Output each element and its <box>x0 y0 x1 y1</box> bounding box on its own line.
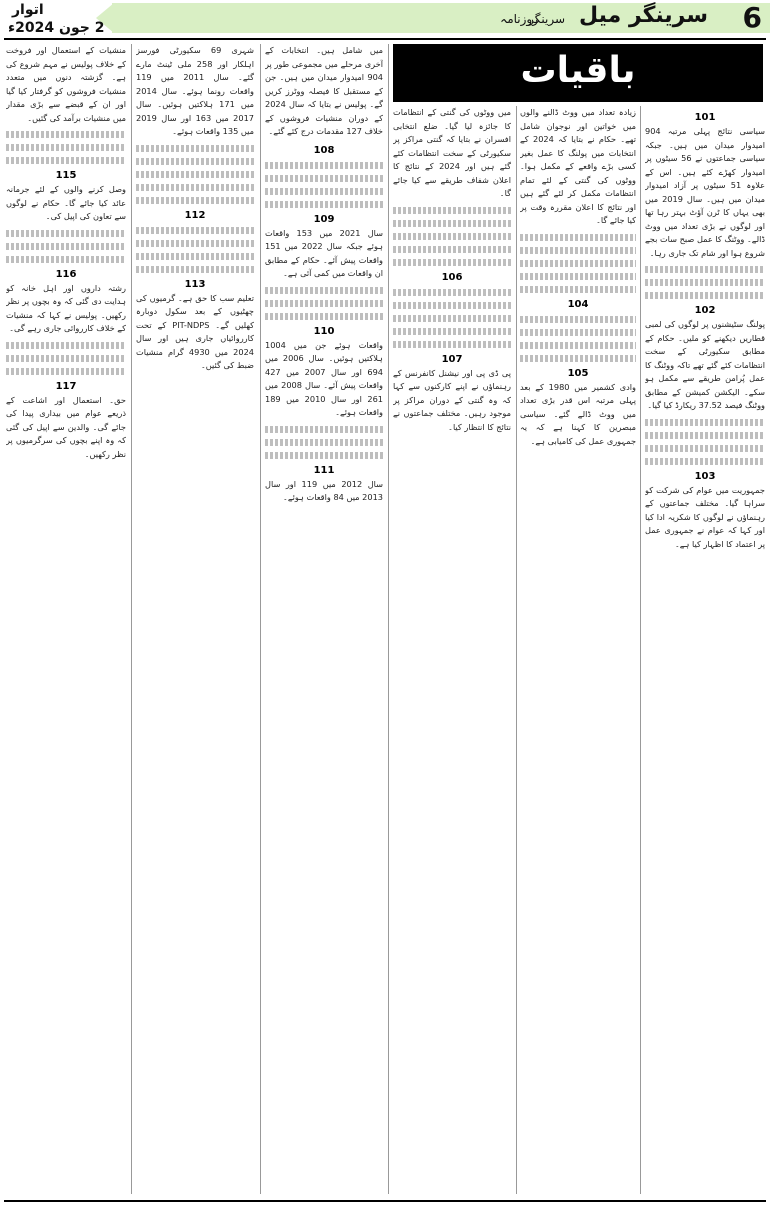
page-number: 6 <box>742 1 762 34</box>
article-text: جمہوریت میں عوام کی شرکت کو سراہا گیا۔ مختلف جماعتوں کے رہنماؤں نے لوگوں کا شکریہ ادا کیا اور کہا کہ عوام نے جمہوری عمل پر اعتماد کا اظہار کیا ہے۔ <box>645 484 765 549</box>
article-text: وادی کشمیر میں 1980 کے بعد پہلی مرتبہ اس قدر بڑی تعداد میں ووٹ ڈالے گئے۔ سیاسی مبصرین کا کہنا ہے کہ یہ جمہوری عمل کی کامیابی ہے۔ <box>520 381 636 446</box>
item-number: 108 <box>313 144 335 156</box>
article-text: سال 2012 میں 119 اور سال 2013 میں 84 واقعات ہوئے۔ <box>265 478 383 502</box>
article-text: رشتہ داروں اور اہل خانہ کو ہدایت دی گئی کہ وہ بچوں پر نظر رکھیں۔ پولیس نے کہا کہ منشیات کے خلاف کارروائی جاری رہے گی۔ <box>6 282 126 333</box>
article-text: سیاسی نتائج پہلی مرتبہ 904 امیدوار میدان میں ہیں۔ جبکہ سیاسی جماعتوں نے 56 سیٹوں پر امیدوار کھڑے کئے ہیں۔ اس کے علاوہ 51 سیٹوں پر آزاد امیدوار میدان میں ہیں۔ سال 2019 میں بھی یہاں کا ٹرن آؤٹ بہتر رہا تھا اور لوگوں نے بڑی تعداد میں ووٹ ڈالے۔ ووٹنگ کا عمل صبح سات بجے شروع ہوا اور شام تک جاری رہا۔ <box>645 126 765 258</box>
item-number: 113 <box>184 278 206 290</box>
item-number: 116 <box>55 268 77 280</box>
header-rule <box>4 38 766 40</box>
article-text: شہری 69 سکیورٹی فورسز اہلکار اور 258 ملی ٹینٹ مارے گئے۔ سال 2011 میں 119 واقعات رونما ہوئے۔ سال 2014 میں 171 ہلاکتیں ہوئیں۔ سال 2017 میں 163 اور سال 2019 میں 135 واقعات ہوئے۔ <box>136 45 254 136</box>
column-4 <box>265 44 383 1194</box>
article-text: تعلیم سب کا حق ہے۔ گرمیوں کی چھٹیوں کے بعد سکول دوبارہ کھلیں گے۔ PIT-NDPS کے تحت کارروائیاں جاری ہیں اور سال 2024 میں 4930 گرام منشیات ضبط کی گئیں۔ <box>136 292 254 370</box>
article-text: میں شامل ہیں۔ انتخابات کے آخری مرحلے میں مجموعی طور پر 904 امیدوار میدان میں ہیں۔ جن کے مستقبل کا فیصلہ ووٹرز کریں گے۔ پولیس نے بتایا کہ سال 2024 کے دوران منشیات فروشوں کے خلاف 127 مقدمات درج کئے گئے۔ <box>265 45 383 136</box>
section-title: باقیات <box>520 50 636 91</box>
item-number: 117 <box>55 380 77 392</box>
newspaper-city: سرینگر <box>528 12 565 26</box>
item-number: 112 <box>184 209 206 221</box>
footer-rule <box>4 1200 766 1202</box>
item-number: 109 <box>313 213 335 225</box>
column-1 <box>645 106 765 1194</box>
item-number: 107 <box>441 353 463 365</box>
article-text: سال 2021 میں 153 واقعات ہوئے جبکہ سال 2022 میں 151 واقعات پیش آئے۔ حکام کے مطابق ان واقعات میں کمی آئی ہے۔ <box>265 227 383 278</box>
page-header <box>0 0 770 38</box>
article-text: پولنگ سٹیشنوں پر لوگوں کی لمبی قطاریں دیکھنے کو ملیں۔ حکام کے مطابق سکیورٹی کے سخت انتظامات کئے گئے تھے تاکہ ووٹنگ کا عمل پُرامن طریقے سے مکمل ہو سکے۔ الیکشن کمیشن کے مطابق ووٹنگ فیصد 37.52 ریکارڈ کیا گیا۔ <box>645 319 765 410</box>
item-number: 111 <box>313 464 335 476</box>
column-5 <box>136 44 254 1194</box>
article-text: وصل کرنے والوں کے لئے جرمانہ عائد کیا جائے گا۔ حکام نے لوگوں سے تعاون کی اپیل کی۔ <box>6 184 126 221</box>
issue-day: اتوار <box>12 2 44 18</box>
item-number: 105 <box>567 367 589 379</box>
item-number: 110 <box>313 325 335 337</box>
section-banner <box>393 44 763 102</box>
item-number: 102 <box>694 305 716 316</box>
article-text: حق۔ استعمال اور اشاعت کے ذریعے عوام میں بیداری پیدا کی جائے گی۔ والدین سے اپیل کی گئی کہ وہ اپنے بچوں کی سرگرمیوں پر نظر رکھیں۔ <box>6 394 126 459</box>
newspaper-label: روزنامہ <box>500 12 538 26</box>
item-number: 115 <box>55 170 77 181</box>
item-number: 106 <box>441 271 463 283</box>
column-6 <box>6 44 126 1194</box>
column-3 <box>393 106 511 1194</box>
article-text: منشیات کے استعمال اور فروخت کے خلاف پولیس نے مہم شروع کی ہے۔ گزشتہ دنوں میں متعدد منشیات فروشوں کو گرفتار کیا گیا اور ان کے قبضے سے بڑی مقدار میں منشیات برآمد کی گئیں۔ <box>6 45 126 123</box>
article-text: پی ڈی پی اور نیشنل کانفرنس کے رہنماؤں نے اپنے کارکنوں سے کہا کہ وہ گنتی کے دوران مراکز پر موجود رہیں۔ مختلف جماعتوں نے نتائج کا انتظار کیا۔ <box>393 367 511 432</box>
column-2 <box>520 106 636 1194</box>
article-text: واقعات ہوئے جن میں 1004 ہلاکتیں ہوئیں۔ سال 2006 میں 694 اور سال 2007 میں 427 واقعات پیش آئے۔ سال 2008 میں 261 اور سال 2010 میں 189 واقعات ہوئے۔ <box>265 339 383 417</box>
article-text: میں ووٹوں کی گنتی کے انتظامات کا جائزہ لیا گیا۔ ضلع انتخابی افسران نے بتایا کہ گنتی مراکز پر سکیورٹی کے سخت انتظامات کئے گئے ہیں اور 2024 کے نتائج کا اعلان شفاف طریقے سے کیا جائے گا۔ <box>393 107 511 198</box>
newspaper-name: سرینگر میل <box>579 3 708 28</box>
item-number: 103 <box>694 470 716 482</box>
item-number: 104 <box>567 298 589 310</box>
issue-date: 2 جون 2024ء <box>8 20 105 36</box>
article-text: زیادہ تعداد میں ووٹ ڈالنے والوں میں خواتین اور نوجوان شامل تھے۔ حکام نے بتایا کہ 2024 کے انتخابات میں پولنگ کا عمل بغیر کسی بڑے واقعے کے مکمل ہوا۔ ووٹوں کی گنتی کے لئے تمام انتظامات مکمل کر لئے گئے ہیں اور نتائج کا اعلان مقررہ وقت پر کیا جائے گا۔ <box>520 107 636 225</box>
item-number: 101 <box>694 112 716 123</box>
